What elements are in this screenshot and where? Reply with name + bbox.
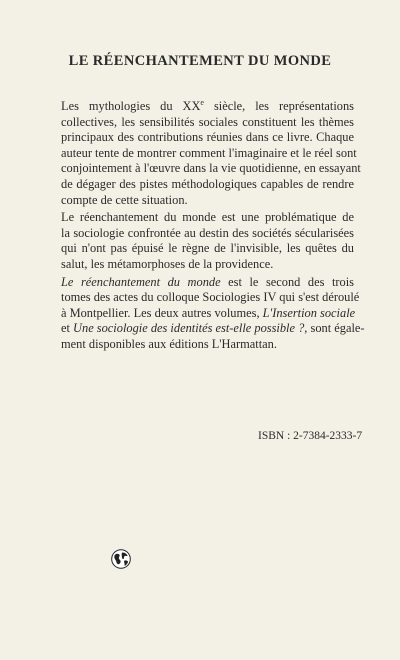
text-line: principaux des contributions réunies dans ce livre. Chaque [61,130,354,145]
text-line: qui n'ont pas épuisé le règne de l'invisible, les quêtes du [61,241,354,256]
text-span: siècle, les représentations [203,99,354,113]
globe-icon [111,549,131,569]
paragraph-3 [61,274,365,353]
text-line: salut, les métamorphoses de la providence. [61,256,274,271]
text-span: , sont égale- [304,321,365,336]
text-line [61,306,354,322]
paragraph-1 [61,98,361,208]
text-line: auteur tente de montrer comment l'imaginaire et le réel sont [61,145,357,160]
italic-title: Une sociologie des identités est-elle possible ? [73,321,305,336]
text-line: de dégager des pistes méthodologiques capables de rendre [61,176,354,191]
text-span: est le second des trois [220,274,354,289]
text-line: tomes des actes du colloque Sociologies IV qui s'est déroulé [61,290,360,305]
text-line [61,99,354,115]
text-line: compte de cette situation. [61,192,188,207]
book-title: LE RÉENCHANTEMENT DU MONDE [68,53,332,69]
text-line: la sociologie confrontée au destin des sociétés sécularisées [61,225,354,240]
text-span: Les mythologies du XX [61,99,201,113]
blurb-text [61,98,365,353]
italic-title: L'Insertion sociale [262,305,356,320]
text-span: à Montpellier. Les deux autres volumes, [61,305,263,320]
isbn-label: ISBN : 2-7384-2333-7 [258,430,363,442]
text-line [61,275,354,291]
text-line: ment disponibles aux éditions L'Harmattan. [61,336,277,351]
paragraph-2 [61,210,354,272]
superscript: e [200,98,204,107]
text-span: et [61,321,74,336]
italic-title: Le réenchantement du monde [61,274,221,289]
text-line: Le réenchantement du monde est une problématique de [61,210,354,225]
text-line: collectives, les sensibilités sociales constituent les thèmes [61,114,354,129]
text-line: conjointement à l'œuvre dans la vie quotidienne, en essayant [61,161,361,176]
text-line [61,321,365,337]
